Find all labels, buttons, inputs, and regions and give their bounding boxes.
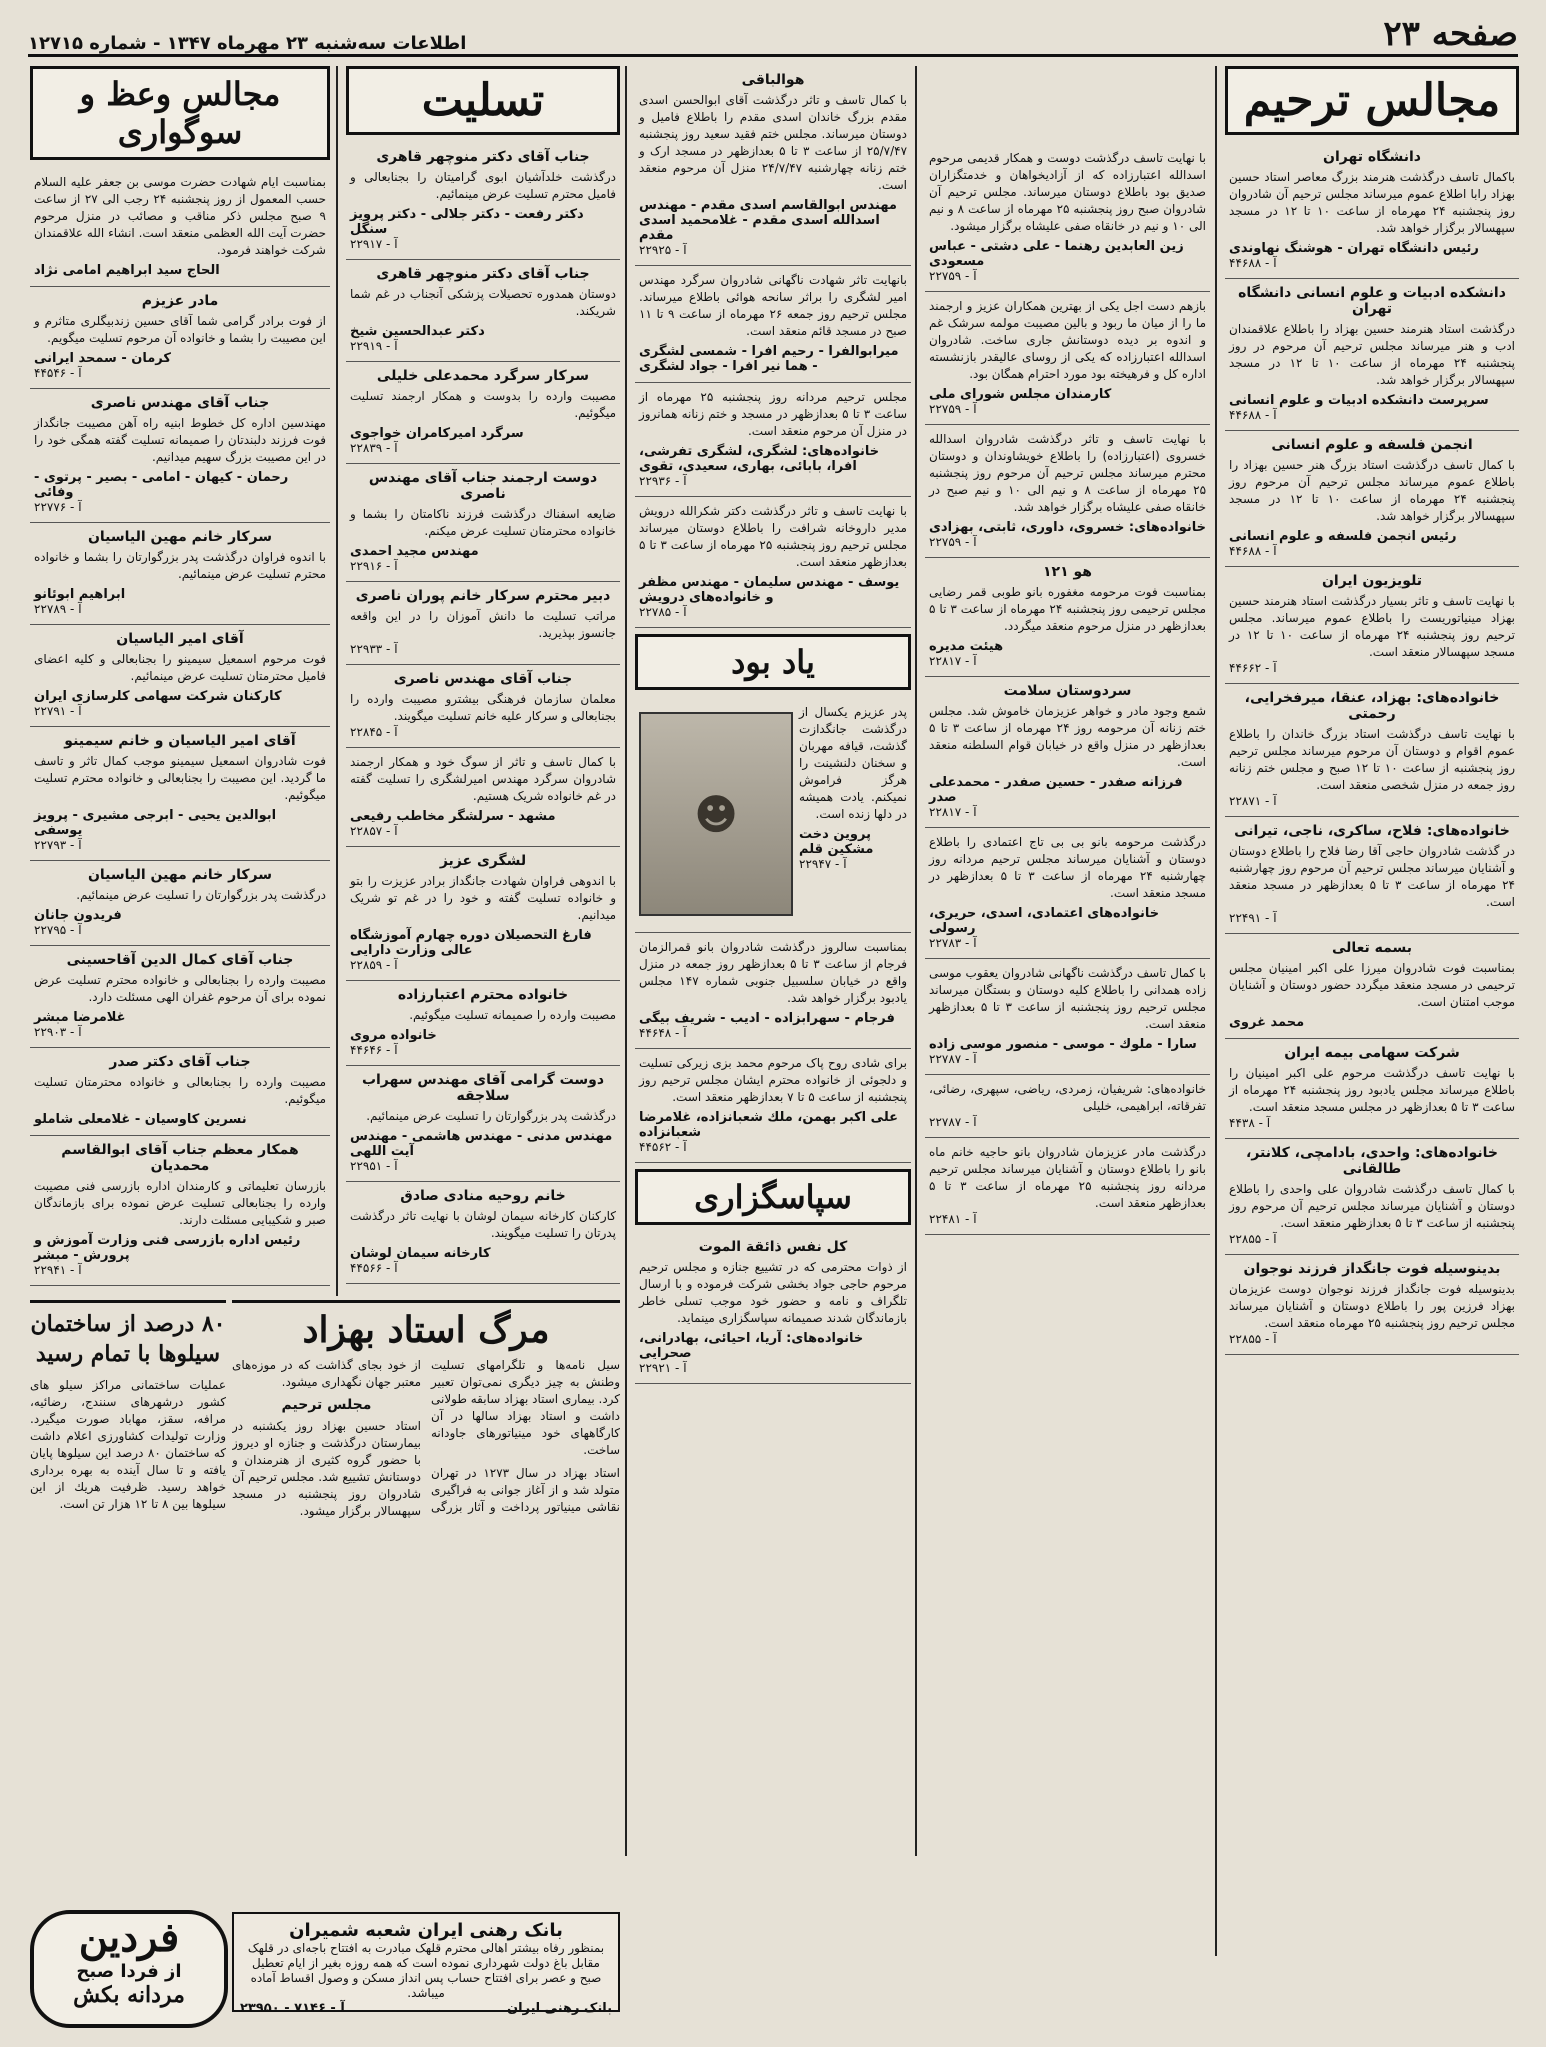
notice-item xyxy=(346,582,620,665)
notice-code: آ - ۲۲۹۰۳ xyxy=(34,1025,82,1039)
notice-code: آ - ۲۲۸۳۹ xyxy=(350,441,398,455)
notice-signature: مشهد - سرلشگر مخاطب رفیعی xyxy=(350,809,556,824)
notice-code: آ - ۲۲۷۸۵ xyxy=(639,605,687,619)
notice-code: آ - ۲۲۷۷۶ xyxy=(34,500,82,514)
notice-code: آ - ۲۲۹۳۶ xyxy=(639,474,687,488)
notice-code: آ - ۲۲۷۵۹ xyxy=(929,535,977,549)
bank-ad-text: بمنظور رفاه بیشتر اهالی محترم قلهک مبادرت به افتتاح باجه‌ای در قلهک مقابل باغ دولت شهرداری نموده است که همه روزه بغیر از ایام تعطیل صبح و عصر برای افتتاح حساب پس انداز مسکن و وصول اقساط آماده میباشد. xyxy=(247,1941,605,2000)
notice-text: با اندوهی فراوان شهادت جانگداز برادر عزیزت را بتو و خانواده تسلیت گفته و خود را در غم تو شریک میدانیم. xyxy=(350,874,616,922)
notice-text: کارکنان کارخانه سیمان لوشان با نهایت تاثر درگذشت پدرتان را تسلیت میگویند. xyxy=(350,1209,616,1240)
notice-text: معلمان سازمان فرهنگی بیشترو مصیبت وارده را بجنابعالی و سرکار علیه خانم تسلیت میگویند. xyxy=(350,692,616,723)
column-rule xyxy=(915,66,917,1856)
farrin-ad-name: فردین xyxy=(78,1914,180,1961)
notice-text: با کمال تاسف و تاثر از سوگ خود و همکار ارجمند شادروان سرگرد مهندس امیرلشگری را تسلیت گفته در غم خانواده شریک هستیم. xyxy=(350,755,616,803)
notice-text: با نهایت تاسف درگذشت مرحوم علی اکبر امینیان را باطلاع میرساند مجلس یادبود روز پنجشنبه ۲۴ مهرماه از ساعت ۳ تا ۵ بعدازظهر در مجلس مسجد منعقد است. xyxy=(1229,1066,1515,1114)
notice-signature: کارکنان شرکت سهامی کلرسازی ایران xyxy=(34,689,282,704)
notice-text: مصیبت وارده را صمیمانه تسلیت میگوئیم. xyxy=(409,1008,616,1022)
notice-item xyxy=(30,861,330,946)
notice-signature: ابراهیم ابوئانو xyxy=(34,587,126,602)
notice-text: بمناسبت فوت مرحومه مغفوره بانو طوبی قمر رضایی مجلس ترحیمی روز پنجشنبه ۲۴ مهرماه از ساعت ۳ تا ۵ بعدازظهر در منزل مرحوم منعقد میگردد. xyxy=(929,585,1206,633)
notice-code: آ - ۲۲۹۳۳ xyxy=(350,642,398,656)
notice-title: دوست ارجمند جناب آقای مهندس ناصری xyxy=(368,470,598,502)
notice-text: مهندسین اداره کل خطوط ابنیه راه آهن مصیبت جانگداز فوت فرزند دلبندتان را صمیمانه تسلیت گفته همگی خود را در این مصیبت بزرگ سهیم میدانیم. xyxy=(34,416,326,464)
notice-code: آ - ۲۲۸۷۱ xyxy=(1229,794,1277,808)
notice-item xyxy=(925,959,1210,1075)
notice-code: آ - ۲۲۹۱۹ xyxy=(350,339,398,353)
notice-signature: رئیس اداره بازرسی فنی وزارت آموزش و پرورش - مبشر xyxy=(34,1233,301,1263)
notice-item xyxy=(1225,431,1519,567)
notice-code: آ - ۴۴۶۶۲ xyxy=(1229,661,1277,675)
notice-title: جناب آقای مهندس ناصری xyxy=(393,671,573,687)
notice-code: آ - ۲۲۹۵۱ xyxy=(350,1159,398,1173)
silo-headline: ۸۰ درصد از ساختمان سیلوها با تمام رسید xyxy=(30,1311,226,1367)
yadbud-signature: پروین دخت مشکین قلم xyxy=(799,827,874,857)
notice-code: آ - ۲۲۴۹۱ xyxy=(1229,911,1277,925)
notice-item xyxy=(635,383,911,497)
notice-title: انجمن فلسفه و علوم انسانی xyxy=(1271,437,1473,453)
notice-item xyxy=(30,625,330,727)
notice-signature: محمد غروی xyxy=(1229,1015,1305,1030)
notice-item xyxy=(30,287,330,389)
notice-text: فوت مرحوم اسمعیل سیمینو را بجنابعالی و کلیه اعضای فامیل محترمتان تسلیت عرض مینمائیم. xyxy=(34,652,326,683)
notice-signature: زین العابدین رهنما - علی دشتی - عباس مسعودی xyxy=(929,239,1184,269)
notice-code: آ - ۲۲۴۸۱ xyxy=(929,1212,977,1226)
farrin-ad-tagline: مردانه بکش xyxy=(73,1982,185,2008)
notice-code: آ - ۴۴۶۴۶ xyxy=(350,1043,398,1057)
notice-item xyxy=(1225,143,1519,279)
notice-text: خانواده‌های: شریفیان، زمردی، ریاضی، سپهری، رضائی، تفرقاته، ابراهیمی، خلیلی xyxy=(929,1082,1206,1113)
notice-text: شمع وجود مادر و خواهر عزیزمان خاموش شد. مجلس ختم زنانه آن مرحومه روز ۲۴ مهرماه از ساعت ۳ تا ۵ بعدازظهر در منزل واقع در خیابان قوام السلطنه منعقد است. xyxy=(929,704,1206,769)
notice-title: هوالباقی xyxy=(741,72,805,88)
notice-code: آ - ۲۲۷۸۷ xyxy=(929,1115,977,1129)
notice-text: با کمال تاسف درگذشت شادروان علی واحدی را باطلاع دوستان و آشنایان میرساند مجلس ترحیم آن مرحوم روز پنجشنبه از ساعت ۳ تا ۵ بعدازظهر منعقد است. xyxy=(1229,1182,1515,1230)
issue-meta: اطلاعات سه‌شنبه ۲۳ مهرماه ۱۳۴۷ - شماره ۱۲۷۱۵ xyxy=(28,33,467,54)
notice-code: آ - ۲۲۸۱۷ xyxy=(929,805,977,819)
column-rule xyxy=(625,66,627,1856)
notice-signature: خانواده‌های: خسروی، داوری، ثابتی، بهزادی xyxy=(929,520,1206,535)
notice-text: با نهایت تاسف درگذشت استاد بزرگ خاندان را باطلاع عموم اقوام و دوستان آن مرحوم میرساند مجلس ترحیم روز پنجشنبه از ساعت ۱۰ تا ۱۲ صبح و مجلس ختم زنانه روز جمعه در منزل شخصی منعقد است. xyxy=(1229,727,1516,792)
notice-code: آ - ۲۲۸۵۷ xyxy=(350,824,398,838)
notice-signature: میرابوالفرا - رحیم افرا - شمسی لشگری - هما نیر افرا - جواد لشگری xyxy=(639,344,899,374)
notice-code: آ - ۲۲۸۵۹ xyxy=(350,958,398,972)
notice-text: درگذشت خلدآشیان ابوی گرامیتان را بجنابعالی و فامیل محترم تسلیت عرض مینمائیم. xyxy=(350,170,616,201)
notice-item xyxy=(1225,1039,1519,1139)
notice-item xyxy=(346,665,620,748)
notice-title: خانواده محترم اعتبارزاده xyxy=(397,987,569,1003)
notice-title: تلویزیون ایران xyxy=(1321,573,1423,589)
notice-code: آ - ۲۲۷۹۱ xyxy=(34,704,82,718)
yadbud-after-notice xyxy=(635,933,911,1049)
notice-title: بدینوسیله فوت جانگداز فرزند نوجوان xyxy=(1243,1261,1501,1277)
silo-article xyxy=(30,1300,226,1909)
notice-signature: مهندس مجید احمدی xyxy=(350,544,479,559)
notice-text: با نهایت تاسف درگذشت دوست و همکار قدیمی مرحوم اسدالله اعتبارزاده که از آزادیخواهان و خدمتگزاران صدیق بود باطلاع دوستان میرساند. مجلس ترحیم آن شادروان صبح روز پنجشنبه ۲۵ مهرماه از ساعت ۸ و نیم الی ۱۰ و نیم در خانقاه صفی علیشاه برگزار میشود. xyxy=(929,151,1207,233)
notice-title: جناب آقای کمال الدین آقاحسینی xyxy=(66,952,294,968)
notice-code: آ - ۲۲۹۲۵ xyxy=(639,243,687,257)
notice-item xyxy=(346,143,620,260)
notice-text: مصیبت وارده را بدوست و همکار ارجمند تسلیت میگوئیم. xyxy=(350,389,616,420)
notice-item xyxy=(1225,934,1519,1039)
yadbud-code: آ - ۲۲۹۴۷ xyxy=(799,857,847,871)
notice-code: آ - ۲۲۷۵۹ xyxy=(929,402,977,416)
notice-item xyxy=(1225,1255,1519,1355)
bank-ad-code: آ - ۷۱۴۶ - ۲۳۹۵۰ xyxy=(240,2001,345,2016)
notice-title: مادر عزیزم xyxy=(141,293,219,309)
notice-text: مراتب تسلیت ما دانش آموزان را در این واقعه جانسوز بپذیرید. xyxy=(350,609,616,640)
bank-ad-title: بانک رهنی ایران شعبه شمیران xyxy=(289,1920,563,1941)
notice-title: جناب آقای دکتر منوچهر قاهری xyxy=(376,149,590,165)
notice-text: با اندوه فراوان درگذشت پدر بزرگوارتان را بشما و خانواده محترم تسلیت عرض مینمائیم. xyxy=(34,550,326,581)
notice-signature: فرزانه صفدر - حسین صفدر - محمدعلی صدر xyxy=(929,775,1183,805)
sepas-subtitle: کل نفس ذائقة الموت xyxy=(698,1239,848,1255)
notice-text: بدینوسیله فوت جانگداز فرزند نوجوان دوست عزیزمان بهزاد فرزین پور را باطلاع دوستان و آشنایان میرساند مجلس ترحیم روز پنجشنبه ۲۵ مهرماه منعقد است. xyxy=(1229,1282,1515,1330)
notice-item xyxy=(1225,817,1519,934)
notice-signature: مهندس ابوالقاسم اسدی مقدم - مهندس اسدالله اسدی مقدم - غلامحمید اسدی مقدم xyxy=(639,198,897,243)
vaz-column xyxy=(30,66,330,1296)
silo-text: عملیات ساختمانی مراکز سیلو های کشور درشهرهای سنندج، رضائیه، مرافه، سقز، مهاباد صورت میگیرد. وزارت تولیدات کشاورزی اعلام داشت که ساختمان ۸۰ درصد این سیلوها پایان یافته و تا سال آینده به بهره برداری خواهد رسید. ظرفیت هریك از این سیلوها بین ۸ تا ۱۲ هزار تن است. xyxy=(30,1378,226,1511)
tarhim-column-middle xyxy=(925,66,1210,1966)
notice-text: در گذشت شادروان حاجی آقا رضا فلاح را باطلاع دوستان و آشنایان میرساند مجلس ترحیم آن مرحوم روز چهارشنبه ۲۴ مهرماه از ساعت ۳ تا ۵ بعدازظهر در مسجد منعقد است. xyxy=(1229,844,1515,909)
notice-code: آ - ۲۲۹۲۱ xyxy=(639,1361,687,1375)
notice-title: سردوستان سلامت xyxy=(1003,683,1132,699)
notice-title: جناب آقای دکتر صدر xyxy=(109,1054,251,1070)
notice-text: فوت شادروان اسمعیل سیمینو موجب کمال تاثر و تاسف ما گردید. این مصیبت را بجنابعالی و خانواده محترم تسلیت میگوئیم. xyxy=(34,754,326,802)
notice-title: جناب آقای مهندس ناصری xyxy=(90,395,270,411)
death-subhead: مجلس ترحیم xyxy=(281,1397,372,1413)
notice-signature: غلامرضا مبشر xyxy=(34,1010,126,1025)
notice-title: سرکار خانم مهین الیاسیان xyxy=(87,867,273,883)
notice-code: آ - ۲۲۹۴۱ xyxy=(34,1263,82,1277)
notice-text: باکمال تاسف درگذشت هنرمند بزرگ معاصر استاد حسین بهزاد رابا اطلاع عموم میرساند مجلس ترحیم آن شادروان روز پنجشنبه ۲۴ مهرماه از ساعت ۱۰ تا ۱۲ در مسجد سپهسالار برگزار خواهد شد. xyxy=(1229,170,1515,235)
tasliat-column xyxy=(346,66,620,1296)
tasliat-title: تسلیت xyxy=(346,66,620,135)
notice-signature: کارخانه سیمان لوشان xyxy=(350,1246,491,1261)
notice-item xyxy=(346,464,620,582)
notice-signature: فارغ التحصیلان دوره چهارم آموزشگاه عالی وزارت دارایی xyxy=(350,928,592,958)
notice-signature: کارمندان مجلس شورای ملی xyxy=(929,387,1112,402)
notice-item xyxy=(346,1182,620,1284)
farrin-ad-when: از فردا صبح xyxy=(76,1961,182,1982)
notice-text: بمناسبت ایام شهادت حضرت موسی بن جعفر علیه السلام حسب المعمول از روز پنجشنبه ۲۴ رجب الی ۲۷ از ساعت ۹ صبح مجلس ذکر مناقب و مصائب در منزل مرحوم حضرت آیت الله العظمی منعقد است. انشاء الله علاقمندان شرکت خواهند فرمود. xyxy=(33,175,326,257)
notice-item xyxy=(30,727,330,861)
notice-signature: کرمان - سمحد ایرانی xyxy=(34,351,171,366)
notice-item xyxy=(635,66,911,266)
notice-code: آ - ۲۲۷۹۳ xyxy=(34,838,82,852)
notice-code: آ - ۲۲۸۵۵ xyxy=(1229,1232,1277,1246)
notice-code: آ - ۲۲۸۴۵ xyxy=(350,725,398,739)
notice-text: با کمال تاسف درگذشت ناگهانی شادروان یعقوب موسی زاده همدانی را باطلاع کلیه دوستان و بستگان میرساند مجلس ترحیم روز پنجشنبه از ساعت ۳ تا ۵ بعدازظهر منعقد است. xyxy=(929,966,1207,1031)
notice-item xyxy=(30,1136,330,1286)
portrait-photo: ☻ xyxy=(639,712,793,916)
notice-code: آ - ۴۴۵۶۲ xyxy=(639,1140,687,1154)
notice-title: بسمه تعالی xyxy=(1331,940,1413,956)
notice-signature: هیئت مدیره xyxy=(929,639,1004,654)
notice-text: بازرسان تعلیماتی و کارمندان اداره بازرسی فنی مصیبت وارده را بجنابعالی تسلیت عرض نموده برای بازماندگان صبر و شکیبایی مسئلت دارند. xyxy=(34,1179,326,1227)
notice-title: خانواده‌های: فلاح، ساکری، ناجی، تیرانی xyxy=(1234,823,1510,839)
notice-text: بانهایت تاثر شهادت ناگهانی شادروان سرگرد مهندس امیر لشگری را براثر سانحه هوائی باطلاع میرساند. مجلس ترحیم روز جمعه ۲۶ مهرماه از ساعت ۹ تا ۱۱ صبح در مسجد قائم منعقد است. xyxy=(639,273,908,338)
notice-title: شرکت سهامی بیمه ایران xyxy=(1284,1045,1460,1061)
notice-signature: رحمان - کیهان - امامی - بصیر - پرتوی - وفائی xyxy=(34,470,289,500)
notice-code: آ - ۲۲۸۵۵ xyxy=(1229,1332,1277,1346)
notice-text: درگذشت پدر بزرگوارتان را تسلیت عرض مینمائیم. xyxy=(76,888,326,902)
death-article xyxy=(232,1300,620,1909)
death-text-1: سیل نامه‌ها و تلگرامهای تسلیت وطنش به چیز دیگری نمی‌توان تعبیر کرد. بیماری استاد بهزاد سابقه طولانی داشت و استاد بهزاد سالها در آن کارگاههای خود مینیاتورهای جاودانه ساخت. xyxy=(431,1358,620,1457)
notice-signature: دکتر عبدالحسین شیخ xyxy=(350,324,485,339)
notice-item xyxy=(346,1066,620,1182)
notice-signature: سارا - ملوك - موسی - منصور موسی زاده xyxy=(929,1037,1197,1052)
notice-item xyxy=(30,523,330,625)
notice-item xyxy=(30,389,330,523)
notice-signature: سرگرد امیرکامران خواجوی xyxy=(350,426,524,441)
notice-code: آ - ۲۲۹۱۶ xyxy=(350,559,398,573)
notice-text: دوستان همدوره تحصیلات پزشکی آنجناب در غم شما شریکند. xyxy=(350,287,616,318)
notice-item xyxy=(346,847,620,981)
yadbud-notice xyxy=(635,698,911,933)
notice-item xyxy=(30,1048,330,1136)
notice-item xyxy=(635,266,911,383)
notice-text: ضایعه اسفناك درگذشت فرزند ناکامتان را بشما و خانواده محترمتان تسلیت عرض میکنم. xyxy=(350,507,616,538)
notice-item xyxy=(346,981,620,1066)
tarhim-column-right xyxy=(1225,66,1519,1966)
page-number: صفحه ۲۳ xyxy=(1383,14,1518,54)
notice-code: آ - ۴۴۵۴۶ xyxy=(34,366,82,380)
notice-title: جناب آقای دکتر منوچهر قاهری xyxy=(376,266,590,282)
notice-code: آ - ۲۲۷۸۷ xyxy=(929,1052,977,1066)
notice-signature: رئیس انجمن فلسفه و علوم انسانی xyxy=(1229,529,1457,544)
notice-code: آ - ۴۴۶۸۸ xyxy=(1229,256,1277,270)
notice-item xyxy=(925,828,1210,959)
death-text-3: استاد حسین بهزاد روز یکشنبه در بیمارستان درگذشت و جنازه او دیروز با حضور گروه کثیری از هنرمندان و دوستانش تشییع شد. مجلس ترحیم آن شادروان روز پنجشنبه در مسجد سپهسالار برگزار میشود. xyxy=(232,1419,421,1518)
notice-signature: فریدون جانان xyxy=(34,908,122,923)
notice-item xyxy=(1225,279,1519,431)
notice-signature: خانواده‌های اعتمادی، اسدی، حریری، رسولی xyxy=(929,906,1160,936)
notice-item xyxy=(925,1075,1210,1138)
notice-signature: ابوالدین یحیی - ابرجی مشیری - پرویز یوسفی xyxy=(34,808,277,838)
notice-text: با نهایت تاسف و تاثر درگذشت شادروان اسدالله خسروی (اعتبارزاده) را باطلاع خویشاوندان و دوستان محترم میرساند مجلس ترحیم آن مرحوم روز پنجشنبه ۲۵ مهرماه از ساعت ۸ و نیم الی ۱۰ و نیم صبح در خانقاه صفی علیشاه برگزار خواهد شد. xyxy=(929,432,1207,514)
notice-title: آقای امیر الیاسیان xyxy=(116,631,244,647)
notice-title: هو ۱۲۱ xyxy=(1043,564,1092,580)
notice-text: با کمال تاسف درگذشت استاد بزرگ هنر حسین بهزاد را باطلاع عموم میرساند مجلس ترحیم آن مرحوم روز پنجشنبه ۲۴ مهرماه از ساعت ۱۰ تا ۱۲ در مسجد سپهسالار برگزار خواهد شد. xyxy=(1229,458,1515,523)
notice-item xyxy=(346,362,620,464)
center-column xyxy=(635,66,911,1966)
notice-title: دانشگاه تهران xyxy=(1323,149,1421,165)
notice-code: آ - ۴۴۶۸۸ xyxy=(1229,408,1277,422)
notice-item xyxy=(925,292,1210,425)
notice-text: بازهم دست اجل یکی از بهترین همکاران عزیز و ارجمند ما را از میان ما ربود و بالین مصیبت مولمه سرشک غم و اندوه بر دیده دوستانش جاری ساخت. شادروان اسدالله اعتبارزاده که یکی از روسای عالیقدر بازنشسته اداره کل و فرهیخته بود مورد احترام همگان بود. xyxy=(929,299,1206,381)
death-text-2: استاد بهزاد در سال ۱۲۷۳ در تهران متولد شد و از آغاز جوانی به فراگیری نقاشی مینیاتور پرداخت و آثار بزرگی از خود بجای گذاشت که در موزه‌های معتبر جهان نگهداری میشود. xyxy=(232,1358,620,1514)
notice-text: مجلس ترحیم مردانه روز پنجشنبه ۲۵ مهرماه از ساعت ۳ تا ۵ بعدازظهر در مسجد و ختم زنانه همانروز در منزل آن مرحوم منعقد است. xyxy=(639,390,908,438)
notice-signature: خانواده مروی xyxy=(350,1028,437,1043)
notice-text: با نهایت تاسف و تاثر بسیار درگذشت استاد هنرمند حسین بهزاد مینیاتوریست را باطلاع عموم میرساند. مجلس ترحیم روز پنجشنبه ۲۴ مهرماه از ساعت ۱۰ تا ۱۲ در مسجد سپهسالار منعقد است. xyxy=(1229,594,1516,659)
notice-title: خانواده‌های: بهزاد، عنقا، میرفخرایی، رحمتی xyxy=(1244,690,1500,722)
notice-signature: نسرین کاوسیان - غلامعلی شاملو xyxy=(34,1112,247,1127)
notice-signature: الحاج سید ابراهیم امامی نژاد xyxy=(34,263,220,278)
notice-text: درگذشت پدر بزرگوارتان را تسلیت عرض مینمائیم. xyxy=(366,1109,616,1123)
notice-text: برای شادی روح پاک مرحوم محمد بزی زیرکی تسلیت و دلجوئی از خانواده محترم ایشان مجلس ترحیم روز پنجشنبه از ساعت ۵ تا ۷ بعدازظهر منعقد است. xyxy=(639,1056,907,1104)
tarhim-title: مجالس ترحیم xyxy=(1225,66,1519,135)
notice-signature: خانواده‌های: لشگری، لشگری تفرشی، افرا، بابائی، بهاری، سعیدی، تقوی xyxy=(639,444,880,474)
notice-title: خانم روحیه منادی صادق xyxy=(400,1188,566,1204)
bank-advertisement xyxy=(232,1912,620,2016)
notice-title: آقای امیر الیاسیان و خانم سیمینو xyxy=(64,733,296,749)
notice-text: مصیبت وارده را بجنابعالی و خانواده محترم تسلیت عرض نموده برای آن مرحوم غفران الهی مسئلت دارد. xyxy=(34,973,326,1004)
yadbud-text: پدر عزیزم یکسال از درگذشت جانگدازت گذشت، قیافه مهربان و سخنان دلنشینت را هرگز فراموش نمیکنم. یادت همیشه در دلها زنده است. xyxy=(799,705,907,821)
notice-text: درگذشت استاد هنرمند حسین بهزاد را باطلاع علاقمندان ادب و هنر میرساند مجلس ترحیم آن مرحوم در روز پنجشنبه ۲۴ مهرماه از ساعت ۱۰ تا ۱۲ در مسجد سپهسالار برگزار خواهد شد. xyxy=(1229,322,1515,387)
notice-signature: دکتر رفعت - دکتر جلالی - دکتر پرویز سنگل xyxy=(350,207,584,237)
notice-title: خانواده‌های: واحدی، بادامچی، کلانتر، طالقانی xyxy=(1246,1145,1498,1177)
notice-item xyxy=(635,497,911,628)
notice-item xyxy=(1225,1139,1519,1255)
notice-title: دانشکده ادبیات و علوم انسانی دانشگاه تهران xyxy=(1238,285,1506,317)
column-rule xyxy=(1215,66,1217,1956)
notice-code: آ - ۲۲۹۱۷ xyxy=(350,237,398,251)
notice-item xyxy=(346,748,620,847)
notice-item xyxy=(346,260,620,362)
notice-signature: فرجام - سهرابزاده - ادیب - شریف بیگی xyxy=(639,1011,895,1026)
page-header xyxy=(28,14,1518,57)
notice-item xyxy=(925,144,1210,292)
notice-text: با نهایت تاسف و تاثر درگذشت دکتر شکرالله درویش مدیر داروخانه شرافت را باطلاع دوستان میرساند مجلس ترحیم روز پنجشنبه ۲۵ مهرماه از ساعت ۳ تا ۵ بعدازظهر منعقد است. xyxy=(639,504,907,569)
notice-code: آ - ۲۲۷۸۹ xyxy=(34,602,82,616)
notice-item xyxy=(1225,567,1519,684)
sepas-title: سپاسگزاری xyxy=(635,1169,911,1225)
column-rule xyxy=(336,66,338,1296)
notice-title: دبیر محترم سرکار خانم پوران ناصری xyxy=(355,588,611,604)
notice-text: درگذشت مادر عزیزمان شادروان بانو حاجیه خانم ماه بانو را باطلاع دوستان و آشنایان میرساند مجلس ترحیم مردانه روز پنجشنبه ۲۵ مهرماه از ساعت ۳ تا ۵ بعدازظهر منعقد است. xyxy=(929,1145,1206,1210)
death-headline: مرگ استاد بهزاد xyxy=(302,1309,550,1351)
notice-text: مصیبت وارده را بجنابعالی و خانواده محترمتان تسلیت میگوئیم. xyxy=(34,1075,326,1106)
notice-item xyxy=(30,946,330,1048)
notice-text: بمناسبت سالروز درگذشت شادروان بانو قمرالزمان فرجام از ساعت ۳ تا ۵ بعدازظهر روز جمعه در منزل واقع در خیابان سلسبیل جنوبی شماره ۱۴۷ مجلس یادبود برگزار خواهد شد. xyxy=(639,940,908,1005)
notice-title: دوست گرامی آقای مهندس سهراب سلاجقه xyxy=(361,1072,605,1104)
notice-title: سرکار سرگرد محمدعلی خلیلی xyxy=(376,368,590,384)
notice-signature: مهندس مدنی - مهندس هاشمی - مهندس آیت اللهی xyxy=(350,1129,613,1159)
notice-title: لشگری عزیز xyxy=(439,853,527,869)
notice-item xyxy=(1225,684,1519,817)
notice-title: همکار معظم جناب آقای ابوالقاسم محمدیان xyxy=(61,1142,299,1174)
notice-item xyxy=(925,558,1210,677)
sepas-notice xyxy=(635,1233,911,1384)
notice-item xyxy=(925,425,1210,558)
notice-text: بمناسبت فوت شادروان میرزا علی اکبر امینیان مجلس ترحیمی در مسجد منعقد میگردد حضور دوستان و آشنایان موجب امتنان است. xyxy=(1229,961,1515,1009)
notice-item xyxy=(925,677,1210,828)
notice-signature: خانواده‌های: آریا، احیائی، بهادرانی، صحرایی xyxy=(639,1331,864,1361)
notice-code: آ - ۴۴۳۸ xyxy=(1229,1116,1271,1130)
notice-code: آ - ۲۲۸۱۷ xyxy=(929,654,977,668)
farrin-advertisement xyxy=(30,1910,228,2028)
notice-item xyxy=(925,1138,1210,1235)
notice-item xyxy=(30,168,330,287)
notice-code: آ - ۴۴۶۸۸ xyxy=(1229,544,1277,558)
notice-signature: یوسف - مهندس سلیمان - مهندس مظفر و خانواده‌های درویش xyxy=(639,575,900,605)
notice-signature: علی اکبر بهمن، ملك شعبانزاده، غلامرضا شعبانزاده xyxy=(639,1110,899,1140)
notice-code: آ - ۴۴۵۶۶ xyxy=(350,1261,398,1275)
yadbud-title: یاد بود xyxy=(635,634,911,690)
notice-code: آ - ۲۲۷۵۹ xyxy=(929,269,977,283)
notice-code: آ - ۴۴۶۴۸ xyxy=(639,1026,687,1040)
notice-text: درگذشت مرحومه بانو بی بی تاج اعتمادی را باطلاع دوستان و آشنایان میرساند مجلس ترحیم مردانه روز چهارشنبه ۲۴ مهرماه از ساعت ۳ تا ۵ بعدازظهر در مسجد منعقد است. xyxy=(929,835,1206,900)
bank-ad-signature: بانک رهنی ایران xyxy=(507,2001,612,2016)
notice-signature: سرپرست دانشکده ادبیات و علوم انسانی xyxy=(1229,393,1489,408)
yadbud-after2-notice xyxy=(635,1049,911,1163)
notice-signature: رئیس دانشگاه تهران - هوشنگ نهاوندی xyxy=(1229,241,1479,256)
notice-text: از ذوات محترمی که در تشییع جنازه و مجلس ترحیم مرحوم حاجی جواد بخشی شرکت فرموده و با ارسال تلگراف و نامه و حضور خود موجب تسلی خاطر بازماندگان شدند صمیمانه سپاسگزاری مینماید. xyxy=(639,1260,907,1325)
notice-text: با کمال تاسف و تاثر درگذشت آقای ابوالحسن اسدی مقدم بزرگ خاندان اسدی مقدم را باطلاع فامیل و دوستان میرساند. مجلس ختم فقید سعید روز پنجشنبه ۲۵/۷/۴۷ از ساعت ۳ تا ۵ بعدازظهر در مسجد ارک و ختم زنانه چهارشنبه ۲۴/۷/۴۷ منزل آن مرحوم منعقد است. xyxy=(639,93,908,192)
notice-code: آ - ۲۲۷۹۵ xyxy=(34,923,82,937)
notice-title: سرکار خانم مهین الیاسیان xyxy=(87,529,273,545)
notice-text: از فوت برادر گرامی شما آقای حسین زندبیگلری متاثرم و این مصیبت را بشما و خانواده آن مرحوم تسلیت میگویم. xyxy=(34,314,326,345)
notice-code: آ - ۲۲۷۸۳ xyxy=(929,936,977,950)
vaz-title: مجالس وعظ و سوگواری xyxy=(30,66,330,160)
